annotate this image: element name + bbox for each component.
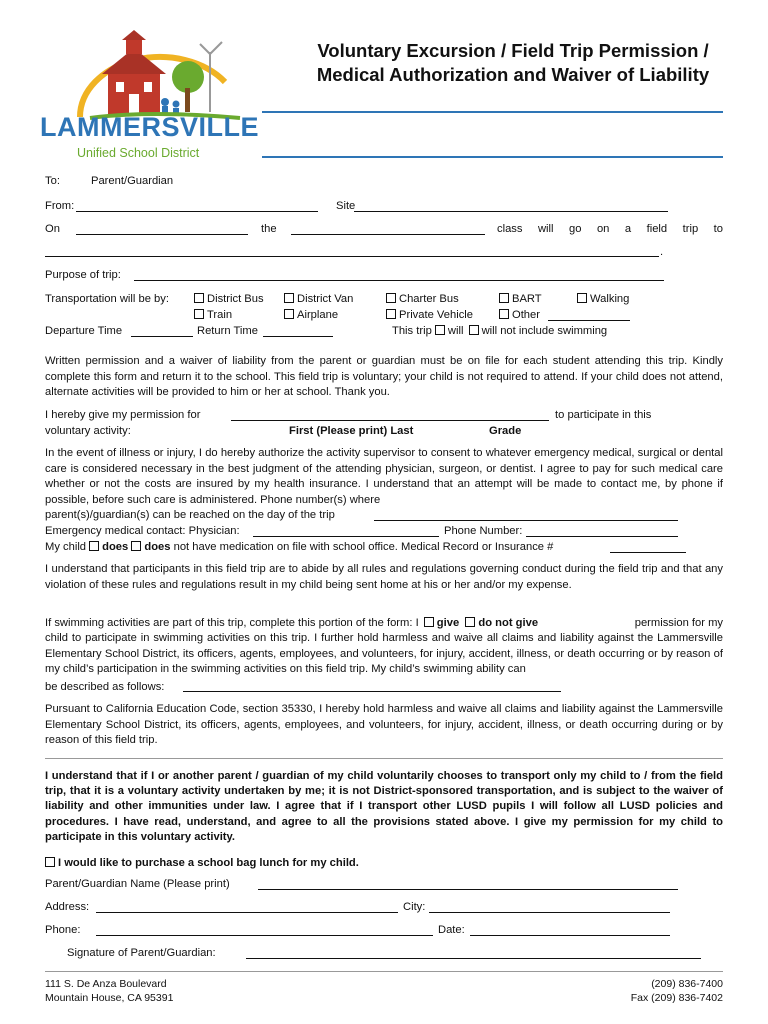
logo-subtitle: Unified School District [77, 146, 200, 160]
checkbox-icon [194, 293, 204, 303]
permission-label: I hereby give my permission for [45, 409, 201, 421]
physician-phone-label: Phone Number: [444, 525, 523, 537]
the-label: the [261, 223, 277, 235]
checkbox-icon [284, 309, 294, 319]
swim-permission-line: If swimming activities are part of this trip, complete this portion of the form: I give do not give permission for my [45, 617, 723, 629]
purpose-label: Purpose of trip: [45, 269, 121, 281]
logo-name: LAMMERSVILLE [40, 112, 259, 142]
title-rule-bottom [262, 156, 723, 158]
parent-name-label: Parent/Guardian Name (Please print) [45, 878, 230, 890]
swim-give-checkbox[interactable] [424, 617, 434, 627]
footer-address-line1: 111 S. De Anza Boulevard [45, 978, 167, 990]
checkbox-icon [284, 293, 294, 303]
student-name-field[interactable] [231, 420, 549, 421]
transport-private-vehicle[interactable]: Private Vehicle [386, 308, 473, 322]
medication-line: My child does does not have medication on file with school office. Medical Record or Insurance # [45, 541, 554, 553]
footer-phone: (209) 836-7400 [651, 978, 723, 990]
emergency-contact-label: Emergency medical contact: Physician: [45, 525, 240, 537]
grade-caption: Grade [489, 425, 522, 437]
swim-ability-label: be described as follows: [45, 681, 165, 693]
class-text: class will go on a field trip to [497, 223, 723, 235]
does-not-checkbox[interactable] [131, 541, 141, 551]
site-label: Site [336, 200, 356, 212]
destination-field[interactable] [45, 256, 659, 257]
date-field[interactable] [76, 234, 248, 235]
checkbox-icon [577, 293, 587, 303]
to-value: Parent/Guardian [91, 175, 174, 187]
transport-district-bus[interactable]: District Bus [194, 292, 264, 306]
form-title-line1: Voluntary Excursion / Field Trip Permission / [317, 40, 709, 61]
footer-fax: Fax (209) 836-7402 [630, 992, 723, 1004]
transport-other-field[interactable] [548, 320, 630, 321]
return-field[interactable] [263, 336, 333, 337]
district-logo [40, 22, 265, 162]
rules-paragraph: I understand that participants in this field trip are to abide by all rules and regulations governing conduct during the field trip and that any violation of these rules and regulations result in my child being sent home at his or her and/or my expense. [45, 563, 723, 591]
section-divider [45, 758, 723, 759]
swim-will-checkbox[interactable] [435, 325, 445, 335]
signature-label: Signature of Parent/Guardian: [67, 947, 216, 959]
transport-airplane[interactable]: Airplane [284, 308, 338, 322]
checkbox-icon [386, 293, 396, 303]
phone-label: Phone: [45, 924, 81, 936]
parent-phone-field[interactable] [374, 520, 678, 521]
transport-district-van[interactable]: District Van [284, 292, 353, 306]
swim-ability-field[interactable] [183, 691, 561, 692]
to-label: To: [45, 175, 60, 187]
date-field-signature[interactable] [470, 935, 670, 936]
address-label: Address: [45, 901, 90, 913]
title-rule-top [262, 111, 723, 113]
lunch-option[interactable]: I would like to purchase a school bag lunch for my child. [45, 856, 359, 870]
city-label: City: [403, 901, 426, 913]
physician-phone-field[interactable] [526, 536, 678, 537]
checkbox-icon [194, 309, 204, 319]
transport-walking[interactable]: Walking [577, 292, 629, 306]
from-field[interactable] [76, 211, 318, 212]
purpose-field[interactable] [134, 280, 664, 281]
transport-label: Transportation will be by: [45, 293, 169, 305]
on-label: On [45, 223, 60, 235]
physician-field[interactable] [253, 536, 439, 537]
transport-train[interactable]: Train [194, 308, 232, 322]
address-field[interactable] [96, 912, 398, 913]
class-field[interactable] [291, 234, 485, 235]
insurance-field[interactable] [610, 552, 686, 553]
medical-paragraph: In the event of illness or injury, I do hereby authorize the activity supervisor to consent to whatever emergency medical, surgical or dental care is considered necessary in the best judgment of the attending physician, surgeon, or dentist. I agree to pay for such medical care whether or not the costs are insured by my health insurance. I understand that an attempt will be made to contact me, by phone if possible, before such care is administered. Phone number(s) where [45, 447, 723, 506]
private-transport-paragraph: I understand that if I or another parent / guardian of my child voluntarily chooses to transport only my child to / from the field trip, that it is a voluntary activity undertaken by me; it is not District-sponsored transportation, and is subject to the waiver of liability and other immunities under law. I agree that if I transport other LUSD pupils I will follow all LUSD policies and procedures. I have read, understand, and agree to all the provisions stated above. I give my permission for my child to participate in this voluntary activity. [45, 770, 723, 843]
return-label: Return Time [197, 325, 258, 337]
checkbox-icon [386, 309, 396, 319]
checkbox-icon [499, 293, 509, 303]
pursuant-paragraph: Pursuant to California Education Code, section 35330, I hereby hold harmless and waive all claims and liability against the Lammersville Elementary School District, its officers, agents, employees, and volunteers, for injury, accident, illness, or death occurring during or by reason of this field trip. [45, 703, 723, 747]
does-checkbox[interactable] [89, 541, 99, 551]
departure-label: Departure Time [45, 325, 123, 337]
from-label: From: [45, 200, 75, 212]
parent-name-field[interactable] [258, 889, 678, 890]
swim-will-not-checkbox[interactable] [469, 325, 479, 335]
written-permission-paragraph: Written permission and a waiver of liability from the parent or guardian must be on file for each student attending this trip. Kindly complete this form and return it to the school. This field trip is voluntary; your child is not required to attend. If your child does not attend, alternate activities will be provided to him or her at school. Thank you. [45, 355, 723, 399]
swim-body-paragraph: child to participate in swimming activities on this trip. I further hold harmless and waive all claims and liability against the Lammersville Elementary School District, its officers, agents, employees, and volunteers, for injury, accident, illness, or death occurring or by reason of my child’s participation in the swimming activities on this field trip. My child’s swimming ability can [45, 632, 723, 676]
footer-rule [45, 971, 723, 972]
swim-include: This trip will will not include swimming [392, 325, 608, 337]
phone-field[interactable] [96, 935, 433, 936]
voluntary-activity-label: voluntary activity: [45, 425, 131, 437]
swim-do-not-give-checkbox[interactable] [465, 617, 475, 627]
destination-period: . [660, 246, 664, 258]
medical-reach-label: parent(s)/guardian(s) can be reached on the day of the trip [45, 509, 335, 521]
transport-other[interactable]: Other [499, 308, 540, 322]
transport-charter-bus[interactable]: Charter Bus [386, 292, 459, 306]
departure-field[interactable] [131, 336, 193, 337]
permission-participate: to participate in this [555, 409, 652, 421]
transport-bart[interactable]: BART [499, 292, 542, 306]
signature-field[interactable] [246, 958, 701, 959]
site-field[interactable] [354, 211, 668, 212]
form-title-line2: Medical Authorization and Waiver of Liability [316, 64, 710, 85]
first-last-caption: First (Please print) Last [289, 425, 414, 437]
footer-address-line2: Mountain House, CA 95391 [45, 992, 174, 1004]
checkbox-icon [499, 309, 509, 319]
date-label: Date: [438, 924, 465, 936]
lunch-checkbox[interactable] [45, 857, 55, 867]
city-field[interactable] [429, 912, 670, 913]
